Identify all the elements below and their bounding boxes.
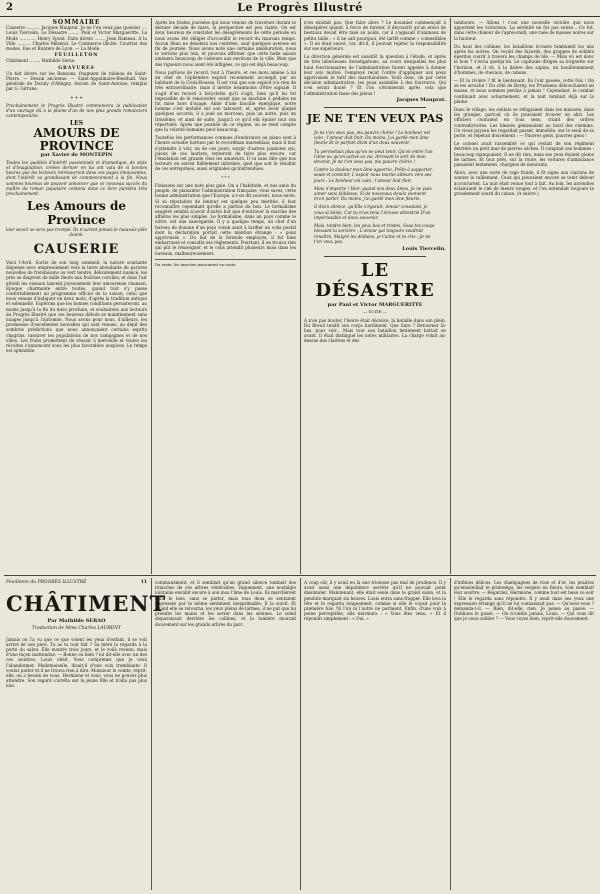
column-four: [454, 20, 594, 572]
article-paragraph: Nous parlions de record, tout à l'heure, et ces mots amène à lui en chef de l'éphémère exploit récemment accompli par un habitant de la Croix-Rousse. Il est vrai que son exploit n'a rien de très extraordinaire, mais il mérite néanmoins d'être signalé. Il s'agit d'un record à bicyclette qu'il s'agit, bien qu'il lui fut impossible de le renouveler, avant que sa machine à pédales ne fut mise hors d'usage. Aimé d'une faucille énergique, notre homme s'est installé sur son tabouret, et, après avoir plaqué quelques accords, il a joué un morceau, puis un autre, puis un troisième, et ainsi de suite, jusqu'à ce qu'il eût épuisé tout son répertoire. Après une journée de ce régime, on se rend compte que la volonté humaine peut beaucoup.: [155, 69, 296, 133]
feuilleton-body: A coup sûr, il y avait eu là une tristesse pas mal de prudence. Il y avait aussi une impatience secrète qu'il ne pouvait point dissimuler. Maintenant, elle était seule dans le grand salon, et la pendule marquait six heures. Louis entra sans frapper. Elle leva la tête et le regarda longuement, comme si elle le voyait pour la première fois. Ni l'un ni l'autre ne parlaient. Enfin, d'une voix à peine perceptible, elle murmura : « Vous êtes venu. » Et il répondit simplement : « Oui. »: [304, 580, 446, 622]
feuilleton-separator: [4, 575, 596, 576]
column-rule: [450, 578, 451, 890]
divider: [324, 256, 426, 257]
desastre-body: A n'en pas douter, l'heure était décisive, la bataille dans son plein. Du Breuil tendit son corps hardiment. Que faire ? Retourner là-bas, pour voir... Mais tout son bataillon lentement battait en avant. Il était distingué les notes militaires. La charge volait au-dessus des clairons et des: [304, 317, 446, 344]
article-paragraph: n'en existait pas. Que faire alors ? Le douanier commençait à désespérer quand, à force de fureter, il découvrit qu'un envoi de bestiaux devait être taxé au poids, car il s'agissait d'animaux de petite taille : « il ne sait pourquoi, été tarifé comme « comestibles ». Il en était sauvé, car, dit-il, il pouvait rejeter la responsabilité sur ses supérieurs.: [304, 20, 446, 52]
article-paragraph: Après les tristes journées qui nous venons de traverser durant le dernier décade de mars, la perspective est peu riante. On est donc heureux de constater les désagréments de cette période où nous avons été obligés d'accueillir le record du mauvais temps. Aucun fléau ne désolera nos contrées, sauf quelques averses en fin de journée. Nous avons noté une certaine amélioration, nous le verrons plus loin, et pouvons affirmer que cette belle saison amènera beaucoup de visiteurs aux environs de la ville. Bien que des rigueurs nous aient été infligées, ce qui est déjà beaucoup.: [155, 20, 296, 67]
article-paragraph: tambours. — Allons ! c'est une nouvelle victoire que nous apportent les victorieux. La sérénité ne fut pas suivie... Ce fut, dans cette chaleur de l'après-midi, une ruée de masses noires sur la hauteur.: [454, 20, 594, 41]
feuilleton-column-three: [304, 580, 446, 888]
footnote: Du reste, les insectes moururent en route.: [155, 259, 296, 267]
feuilleton-column-two: [155, 580, 296, 888]
poem-stanza: Mais, tendre bien, les yeux bas et tristes, Sous tes coups blessant la sorcière ; L'amour gai toujours voudrait renaître, Malgré les dédains, je t'aime et te crie : Je ne t'en veux pas.: [314, 223, 435, 244]
column-rule: [450, 18, 451, 574]
feuilleton-body: d'infinies délices. Les champagnes de rose et d'or, les prairies qu'ensoleillait le printemps, les vergers en fleurs, tout semblait leur sourire. — Regardez, Hermione, comme tout est beau ce soir ! Elle le regarda sans répondre. Il y avait dans ses yeux une expression étrange qu'il ne lui connaissait pas. — Qu'avez-vous ? demanda-t-il. — Rien, dit-elle, rien. Je pense au passé. — Oublions le passé. — On n'oublie jamais, Louis. — Qui vous dit que je veux oublier ? — Vous voyez bien, reprit-elle doucement.: [454, 580, 594, 622]
article-paragraph: Dans le village, les soldats se réfugiaient dans les maisons, dans les granges, partout où ils pouvaient trouver un abri. Les officiers couraient en tous sens, criant des ordres contradictoires. Les blessés gémissaient au bord des chemins. Un vieux paysan les regardait passer, immobile, sur le seuil de sa porte, et répétait doucement : — Pauvres gens, pauvres gens !: [454, 107, 594, 139]
page-number: 2: [6, 2, 13, 13]
column-rule: [151, 578, 152, 890]
page-header: [0, 0, 600, 17]
column-rule: [300, 578, 301, 890]
ornament: ✦ ✦ ✦: [70, 94, 83, 100]
divider: [324, 107, 426, 108]
feuilleton-body: communément, et il semblait qu'un grand silence tombait des branches de ces arbres vénérables. Vaguement, une nostalgie lointaine envahit encore à son insu l'âme de Louis. Ils marchèrent dans le bois, sans se parler, mais tous deux se sentaient oppressés par le même sentiment inexprimable. Il la suivit. Et quand elle se retourna, les yeux pleins de larmes, il ne put que lui prendre les mains et les serrer dans les siennes. Le soleil disparaissait derrière les collines, et la lumière mourait doucement sur les grands arbres du parc.: [155, 580, 296, 627]
sommaire-list: Causerie .......... Jacques Mauprat. Je ne t'en veux pas (poésie) .... Louis Tiercelin. Le Désastre ........ Paul et Victor Margueritte. La Mode ............ Henry Spont. Faits divers ........ Jean Rameau. A la Ville .......... Charles Mézeral. Le Commerce illicite. Courrier des modes. Ene et Bunters de Lyon. — La Mode.: [6, 25, 147, 52]
feuilleton-number: 11: [140, 580, 147, 585]
gravures-list: Un fait divers sur les Bannons, fragment de tableau de Saint-Pierre. — Dessin ancienne. — Saint-Appolinaire-Riesthall. Vue générale de Dozuly d'Albigny. Ancien de Saint-Antoine, remplis par G. Girrane.: [6, 70, 147, 92]
article-paragraph: Du haut des collines, les bataillons écrasés tombaient les uns après les autres. On voyait des fuyards, des grappes de soldats éperdus courir à travers les champs de blé. — Mais où est donc le bois ? s'écria quelqu'un. Le capitaine dirigea sa lorgnette sur l'horizon, et il vit, à la lisière des sapins, un bouillonnement d'hommes, de chevaux, de canons.: [454, 43, 594, 75]
author-signature: Jacques Mauprat.: [396, 96, 446, 103]
poem-stanza: Tu permettais plus qu'on ne peut tenir. Qu'on entre l'un l'âme ou qu'on active sa vie, Arrosant le sort de mon devenir, Je ne t'en veux pas, ma pauvre chérie !: [314, 148, 433, 165]
column-rule: [300, 18, 301, 574]
feuilleton-heading: FEUILLETON: [54, 53, 99, 59]
promo-text: Prochainement le Progrès Illustré commencera la publication d'un ouvrage dû à la plume d'un de nos plus grands romanciers contemporains.: [6, 102, 147, 119]
masthead: Le Progrès Illustré: [237, 1, 363, 14]
poem-signature: Louis Tiercelin.: [402, 245, 446, 252]
column-rule: [151, 18, 152, 574]
feuilleton-label: Feuilleton du PROGRÈS ILLUSTRÉ: [6, 580, 87, 585]
article-paragraph: Le colonel avait rassemblé ce qui restait de son régiment derrière un petit mur de pierres sèches. Il comptait ses hommes : beaucoup manquaient. Il ne dit rien, mais ses yeux étaient pleins de larmes. Et tout près, sur la route, les voitures d'ambulance passaient lentement, chargées de mourants.: [454, 141, 594, 168]
poem-stanza: O divin silence, qu'Elle s'égarait, Amour consolant, je vous ai bénis, Car tu m'as tenu l'ivresse attendrie D'un impérissable et doux souvenir.: [314, 204, 431, 220]
poem-stanza: Contre la douleur mon âme aguerrie, Prête à supporter, seule et contenir, L'espoir nous tourne ailleurs vers ses jours : Le bonheur est vain ; l'amour doit finir.: [314, 167, 433, 183]
poem-stanza: Mais n'importe ! Hier, quand nos deux âmes, Je ne puis aimer sans faiblesse, Si de nouveaux deuils viennent m'en parler, Du moins, j'ai gardé mon âme fleurie.: [314, 185, 432, 202]
desastre-title: LE DÉSASTRE: [315, 260, 435, 302]
column-three: [304, 20, 446, 572]
article-paragraph: Toutefois les performances connues d'endurance au piano sont à l'heure actuelle battues par le recordman marseillais; mais il faut s'attendre à voir, un de ces jours, surgir d'autres pianistes qui, jaloux de ces lauriers, tenteront de faire plus encore, car l'émulation est grande chez les amateurs. Il va sans dire que nos lecteurs en seront fidèlement informés, quel que soit le résultat de ces entreprises, aussi originales qu'inattendues.: [155, 135, 296, 172]
section-separator: * * *: [221, 174, 230, 180]
causerie-body: Voici l'Avril. Sortie de son long sommeil, la nature souriante dispense avec empressement vers la terre abondante de parures nouvelles de frondaisons au vert tendre, délicatement nuancé, les prés se diaprent de mille fleurs aux fraîches corolles, et dans l'air attiédi les oiseaux lancent joyeusement leur amoureuse chanson. Époque charmante entre toutes, quand tout s'y passe confortablement au programme officiel de la saison, celui que nous venons d'indiquer en deux mots, d'après la tradition antique et solennelle. Espérons que les bonnes conditions persisteront, au moins jusqu'à la fin du mois prochain, et souhaitons aux lecteurs du Progrès Illustré que ces heureux débuts se maintiennent sans nuages jusqu'à l'automne. Nous avons pour nous, d'ailleurs, les promesses d'excellentes nouvelles qui sont venues, au dépit des sombres prédictions que nous annonçaient certains esprits chagrins, rassurer les populations de nos campagnes et de nos villes. Les fruits promettent de réussir à merveille et toutes les récoltes s'annoncent sous les plus favorables auspices. Le temps est splendide.: [6, 259, 147, 354]
feuilleton-entry: Châtiment ........ Mathilde Serao.: [6, 58, 76, 64]
column-one: [6, 20, 147, 572]
feuilleton-label-row: [6, 580, 147, 585]
desastre-author: par Paul et Victor MARGUERITTE: [327, 302, 423, 309]
poem-stanza: Je ne t'en veux pas, ma pauvre chérie ! Le bonheur est vain ; l'amour doit finir, Du moins, j'ai gardé mon âme fleurie Et le parfum divin d'un doux souvenir.: [314, 130, 431, 146]
amours-tagline: leur savoir se sera pas trompé. Ils n'auront jamais le mauvais pôle donné.: [6, 227, 147, 238]
column-two: [155, 20, 296, 572]
poem-title: JE NE T'EN VEUX PAS: [306, 112, 444, 126]
amours-title: AMOURS DE PROVINCE: [33, 125, 120, 153]
causerie-title: CAUSERIE: [33, 241, 120, 257]
feuilleton-column-four: [454, 580, 594, 888]
article-paragraph: La direction générale est aussitôt la question à l'étude, et après de très laborieuses investigations, au cours desquelles les plus haut fonctionnaires de l'administration furent appelés à donner leur avis motivé, l'employé reçut l'ordre d'appliquer aux poux apprivoisés le tarif des marchandises. Voilà donc, de par cette décision administrative, les poux assimilés à des fourrures. Qui s'en serait douté ? Et l'on s'étonnerait après cela que l'administration fasse des jaloux !: [304, 54, 446, 96]
gravures-heading: GRAVURES: [58, 65, 95, 71]
feuilleton-body: Jamais on l'a vu que ce que voient les yeux d'enfant, il se voit arrivé de son père. Tu as tu tout fait ? Sa mère la regarda à la porte du salon. Elle montre trois jours, et le voilà revenu, mais d'une façon inattendue. — Bonne ou bien ? lui dit-elle avec un des ces sourires. Louis obéit. Vous comprenez que je veux l'abandonner, Mademoiselle, disait-il d'une voix tremblante. Il voulut parler et il ne trouva rien à dire. Monsieur le comte, reprit-elle, on a besoin de vous. Hermione et vous, vous ne pouvez plus attendre. Son regard s'arrêta sur la jeune fille et n'alla pas plus loin.: [6, 636, 147, 689]
les-label: LES: [69, 120, 84, 128]
article-paragraph: Finissons sur une note plus gaie. On a l'habitude, et nos amis du peuple, de plaisanter l'administration française, vous savez, cette bonne administration que l'Europe, a-t-on dit souvent, nous envie. Si sa réputation de lenteur est quelque peu méritée, il faut reconnaître cependant qu'elle a parfois du bon. Le formalisme exagéré sembla n'avoir d'autre but que d'entraver la marche des affaires les plus simples. Le formalisme, dans un pays comme le nôtre, est une sauvegarde. Il y a quelque temps, un chef d'un bureau de douane d'un pays voisin avait à tarifier un colis postal dont la déclaration portait cette mention étrange : « poux apprivoisés ». Du fait de la formule employée, il fut bien embarrassé et consulta ses règlements. Pourtant, il ne trouva rien qui pût le renseigner, et le colis attendit plusieurs mois dans les bureaux, malheureusement.: [155, 182, 296, 256]
amours-author: par Xavier de MONTÉPIN: [40, 151, 113, 158]
chatiment-translator: Traduction de Mme Charles LAURENT: [31, 626, 122, 632]
article-paragraph: Alors, avec une sorte de rage froide, il fit signe aux clairons de sonner le ralliement. Ceux qui pouvaient encore se tenir debout accoururent. La nuit était venue tout à fait. Au loin, les incendies éclairaient le ciel de lueurs rouges, et l'on entendait toujours le grondement sourd du canon. (A suivre.): [454, 170, 594, 197]
amours-description: Toutes les qualités d'intérêt passionnels et dramatique, de style et d'imagination, créées dernier en lui ont valu de si bonnes heures que les lecteurs retrouveront dans ces pages émouvantes, dont l'intérêt va grandissant de commencement à la fin. Nous sommes heureux de pouvoir annoncer que ce nouveau succès du maître du roman populaire contenu dans ce livre paraîtra très prochainement.: [6, 159, 147, 197]
chatiment-title: CHÂTIMENT: [6, 591, 167, 617]
desastre-suite: — SUITE —: [363, 309, 387, 315]
amours-banner: Les Amours de Province: [26, 199, 127, 228]
sommaire-heading: SOMMAIRE: [52, 19, 101, 26]
feuilleton-column-one: [6, 580, 167, 888]
article-paragraph: — Et la rivière ? fit le lieutenant. Ils l'ont passée, cette fois ! On se les arrache ! Du côté de Borny, les Prussiens débouchaient en masse, et nous sommes perdus à jamais ! Cependant, le combat continuait avec acharnement, et la nuit tombait déjà sur la plaine.: [454, 78, 594, 104]
chatiment-author: Par Mathilde SERAO: [47, 618, 106, 625]
